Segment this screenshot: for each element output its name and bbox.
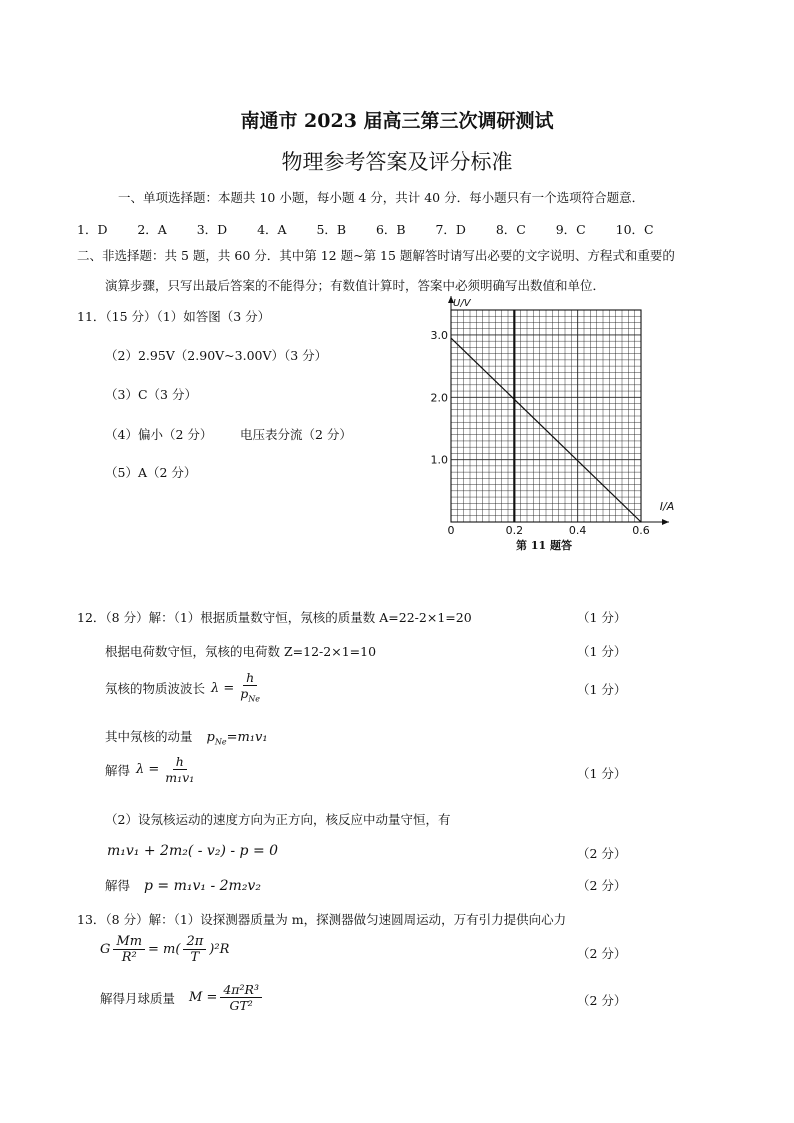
q12-score7: （2 分） bbox=[577, 846, 627, 861]
answer-9: 9．C bbox=[555, 222, 586, 237]
q12-line4-eq bbox=[207, 730, 268, 745]
q13-eq1-lead: G bbox=[100, 942, 111, 957]
q12-line4-rhs: =m₁v₁ bbox=[226, 730, 268, 745]
page-title: 南通市 2023 届高三第三次调研测试 bbox=[240, 110, 554, 132]
q12-line4-text: 其中氖核的动量 bbox=[105, 729, 193, 744]
q12-line5-num: h bbox=[173, 754, 187, 770]
q11-line1: 11．（15 分）（1）如答图（3 分） bbox=[77, 309, 271, 324]
q12-line2: 根据电荷数守恒，氖核的电荷数 Z=12-2×1=10 bbox=[105, 644, 377, 659]
q12-score1: （1 分） bbox=[577, 610, 627, 625]
q12-line5-lhs: λ = bbox=[136, 762, 160, 777]
y-axis-label: U/V bbox=[453, 298, 471, 309]
q12-line8-eq: p = m₁v₁ - 2m₂v₂ bbox=[144, 878, 261, 894]
y-tick-label: 2.0 bbox=[430, 391, 448, 405]
q11-line5: （5）A（2 分） bbox=[105, 465, 197, 480]
answer-3: 3．D bbox=[196, 222, 228, 237]
q13-eq2-num: 4π²R³ bbox=[220, 982, 262, 998]
y-tick-label: 3.0 bbox=[430, 328, 448, 342]
q11-line3: （3）C（3 分） bbox=[105, 387, 197, 402]
q13-line3 bbox=[100, 982, 265, 1013]
q13-eq1-den: R² bbox=[121, 950, 137, 965]
q13-eq1-den2: T bbox=[190, 950, 200, 965]
q13-eq2-frac bbox=[220, 982, 262, 1013]
q13-eq1-rhs: = m( bbox=[148, 942, 181, 957]
q12-line8 bbox=[105, 876, 261, 894]
q13-eq2-den: GT² bbox=[229, 998, 253, 1013]
section2-heading-line1: 二、非选择题：共 5 题，共 60 分．其中第 12 题~第 15 题解答时请写出必要的文字说明、方程式和重要的 bbox=[77, 248, 675, 263]
chart-caption: 第 11 题答 bbox=[516, 539, 572, 552]
q13-eq1-frac1 bbox=[113, 934, 145, 965]
q12-line4-sub: Ne bbox=[214, 737, 227, 747]
answer-2: 2．A bbox=[137, 222, 167, 237]
q12-score5: （1 分） bbox=[577, 766, 627, 781]
q12-line5 bbox=[105, 754, 200, 785]
q12-line3-den-sub: Ne bbox=[248, 694, 261, 704]
answer-1: 1．D bbox=[77, 222, 108, 237]
q13-eq1-frac2 bbox=[183, 934, 206, 965]
answer-5: 5．B bbox=[316, 222, 347, 237]
answer-4: 4．A bbox=[257, 222, 287, 237]
q11-line4a: （4）偏小（2 分） bbox=[105, 427, 213, 442]
section2-heading-line2: 演算步骤，只写出最后答案的不能得分；有数值计算时，答案中必须明确写出数值和单位． bbox=[105, 278, 606, 293]
q11-line4b: 电压表分流（2 分） bbox=[240, 427, 352, 442]
q12-line3-lhs: λ = bbox=[211, 680, 235, 696]
q11-line2: （2）2.95V（2.90V~3.00V）（3 分） bbox=[105, 348, 328, 363]
page-subtitle: 物理参考答案及评分标准 bbox=[281, 150, 513, 174]
ui-chart-svg bbox=[415, 282, 705, 557]
q12-line3-den bbox=[237, 686, 263, 707]
q12-line1: 12．（8 分）解：（1）根据质量数守恒，氖核的质量数 A=22-2×1=20 bbox=[77, 610, 472, 625]
x-tick-label: 0 bbox=[447, 524, 455, 537]
answer-6: 6．B bbox=[375, 222, 406, 237]
q13-eq1 bbox=[100, 934, 229, 965]
q12-line5-fraction bbox=[162, 754, 197, 785]
q12-line3-text: 氖核的物质波波长 bbox=[105, 681, 206, 697]
q13-line3-text: 解得月球质量 bbox=[100, 990, 176, 1006]
q12-line5-text: 解得 bbox=[105, 762, 131, 778]
q12-score2: （1 分） bbox=[577, 644, 627, 659]
q12-line3 bbox=[105, 670, 266, 707]
q12-line5-den: m₁v₁ bbox=[165, 770, 195, 785]
y-tick-label: 1.0 bbox=[430, 453, 448, 467]
q12-line6: （2）设氖核运动的速度方向为正方向，核反应中动量守恒，有 bbox=[105, 812, 451, 827]
q13-score2: （2 分） bbox=[577, 993, 627, 1008]
section1-heading: 一、单项选择题：本题共 10 小题，每小题 4 分，共计 40 分．每小题只有一个选项符合题意． bbox=[118, 190, 645, 205]
x-tick-label: 0.4 bbox=[568, 524, 587, 537]
answer-8: 8．C bbox=[495, 222, 526, 237]
q12-line4-p: p bbox=[206, 730, 215, 745]
ui-chart bbox=[415, 282, 705, 557]
x-axis-label: I/A bbox=[659, 500, 675, 513]
x-tick-label: 0.6 bbox=[632, 524, 650, 537]
q13-line1: 13．（8 分）解：（1）设探测器质量为 m，探测器做匀速圆周运动，万有引力提供向心力 bbox=[77, 912, 567, 927]
answer-7: 7．D bbox=[435, 222, 466, 237]
q13-eq1-num2: 2π bbox=[183, 934, 206, 950]
x-tick-label: 0.2 bbox=[505, 524, 524, 537]
q12-line4 bbox=[105, 727, 268, 747]
answer-10: 10．C bbox=[615, 222, 654, 237]
x-axis-arrow bbox=[662, 519, 669, 525]
q12-score8: （2 分） bbox=[577, 878, 627, 893]
q13-eq1-num: Mm bbox=[113, 934, 145, 950]
q12-score3: （1 分） bbox=[577, 682, 627, 697]
q13-eq1-tail: )²R bbox=[209, 942, 230, 957]
section1-answers bbox=[77, 220, 654, 238]
q12-line3-fraction bbox=[237, 670, 263, 707]
q13-eq2-lhs: M = bbox=[189, 990, 218, 1005]
q12-line8-text: 解得 bbox=[105, 878, 131, 893]
q13-score1: （2 分） bbox=[577, 946, 627, 961]
q12-line3-den-main: p bbox=[240, 686, 249, 701]
q12-line7-eq: m₁v₁ + 2m₂( - v₂) - p = 0 bbox=[107, 843, 279, 859]
q12-line3-num: h bbox=[243, 670, 257, 686]
